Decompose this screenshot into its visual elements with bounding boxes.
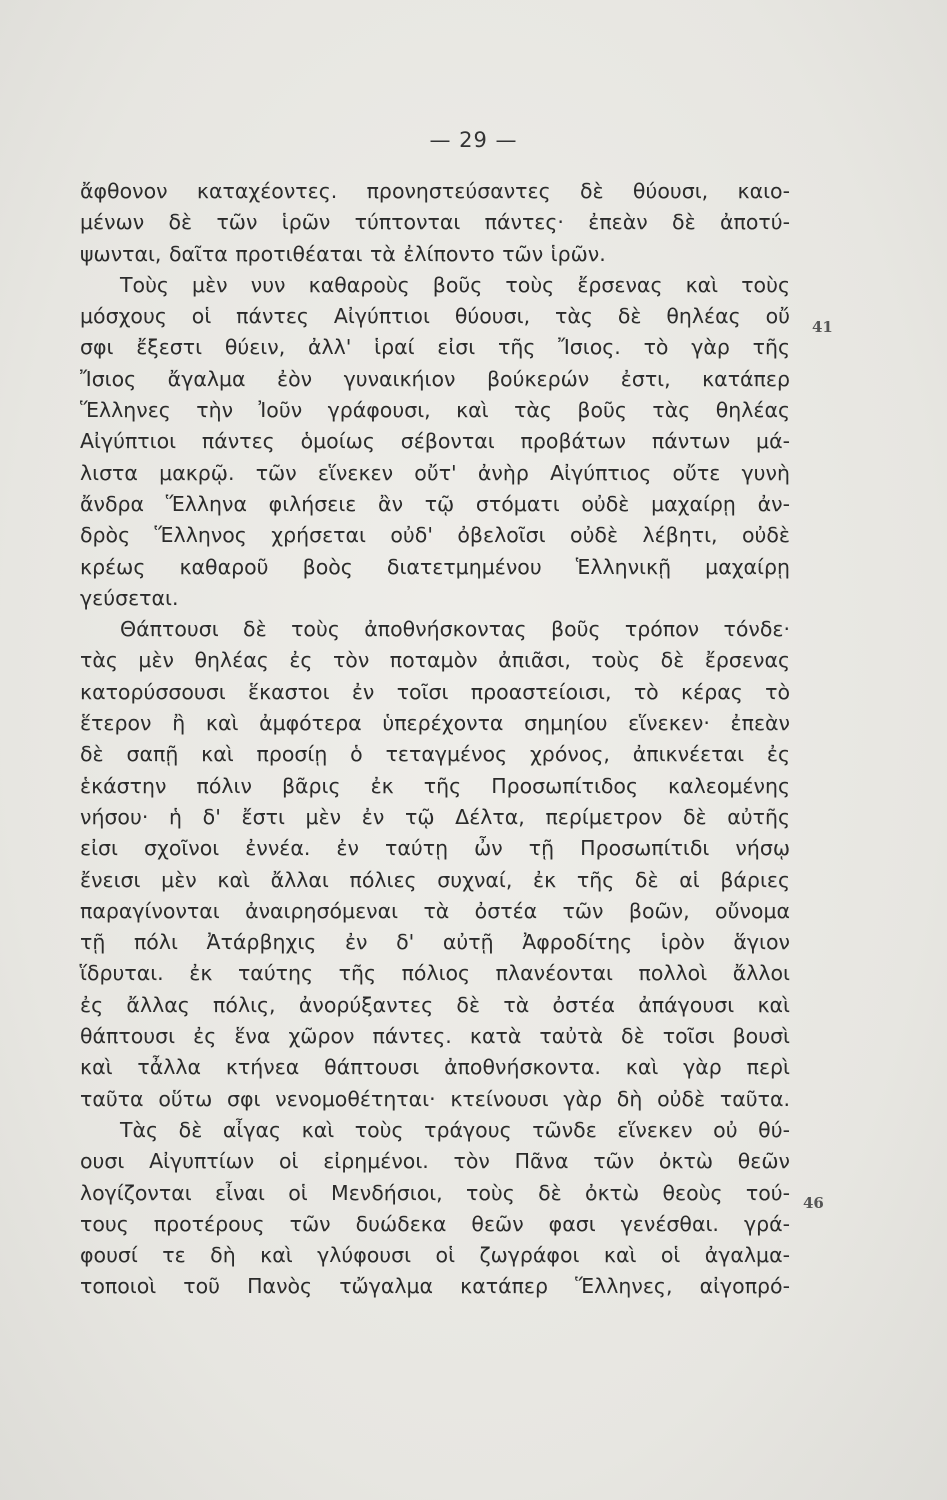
text-line: Αἰγύπτιοι πάντες ὁμοίως σέβονται προβάτων πάντων μά- xyxy=(80,429,790,454)
text-line: ἐς ἄλλας πόλις, ἀνορύξαντες δὲ τὰ ὀστέα ἀπάγουσι καὶ xyxy=(80,992,790,1017)
text-line: εἰσι σχοῖνοι ἐννέα. ἐν ταύτῃ ὦν τῇ Προσωπίτιδι νήσῳ xyxy=(80,836,790,861)
text-line: Ἴσιος ἄγαλμα ἐὸν γυναικήιον βούκερών ἐστι, κατάπερ xyxy=(80,366,790,391)
text-line: μένων δὲ τῶν ἱρῶν τύπτονται πάντες· ἐπεὰν δὲ ἀποτύ- xyxy=(80,210,790,235)
margin-note-46: 46 xyxy=(803,1194,824,1212)
text-line: δὲ σαπῇ καὶ προσίῃ ὁ τεταγμένος χρόνος, ἀπικνέεται ἐς xyxy=(80,742,790,767)
paragraph-start-line: Τοὺς μὲν νυν καθαροὺς βοῦς τοὺς ἔρσενας καὶ τοὺς xyxy=(120,272,790,297)
text-line: λογίζονται εἶναι οἱ Μενδήσιοι, τοὺς δὲ ὀκτὼ θεοὺς τού- xyxy=(80,1180,790,1205)
body-text xyxy=(80,176,790,1303)
text-line: λιστα μακρῷ. τῶν εἵνεκεν οὔτ' ἀνὴρ Αἰγύπτιος οὔτε γυνὴ xyxy=(80,460,790,485)
text-line: τὰς μὲν θηλέας ἐς τὸν ποταμὸν ἀπιᾶσι, τοὺς δὲ ἔρσενας xyxy=(80,648,790,673)
text-line: ἑκάστην πόλιν βᾶρις ἐκ τῆς Προσωπίτιδος καλεομένης xyxy=(80,773,790,798)
text-line: τῇ πόλι Ἀτάρβηχις ἐν δ' αὐτῇ Ἀφροδίτης ἱρὸν ἅγιον xyxy=(80,930,790,955)
text-line: μόσχους οἱ πάντες Αἰγύπτιοι θύουσι, τὰς δὲ θηλέας οὔ xyxy=(80,304,790,329)
text-line: κατορύσσουσι ἕκαστοι ἐν τοῖσι προαστείοισι, τὸ κέρας τὸ xyxy=(80,679,790,704)
paragraph-start-line: Θάπτουσι δὲ τοὺς ἀποθνήσκοντας βοῦς τρόπον τόνδε· xyxy=(120,617,790,642)
text-line: ταῦτα οὕτω σφι νενομοθέτηται· κτείνουσι γὰρ δὴ οὐδὲ ταῦτα. xyxy=(80,1086,790,1111)
text-line: σφι ἔξεστι θύειν, ἀλλ' ἱραί εἰσι τῆς Ἴσιος. τὸ γὰρ τῆς xyxy=(80,335,790,360)
text-line: φουσί τε δὴ καὶ γλύφουσι οἱ ζωγράφοι καὶ οἱ ἀγαλμα- xyxy=(80,1243,790,1268)
text-line: δρὸς Ἕλληνος χρήσεται οὐδ' ὀβελοῖσι οὐδὲ λέβητι, οὐδὲ xyxy=(80,523,790,548)
text-line: νήσου· ἡ δ' ἔστι μὲν ἐν τῷ Δέλτα, περίμετρον δὲ αὐτῆς xyxy=(80,804,790,829)
text-line: ψωνται, δαῖτα προτιθέαται τὰ ἐλίποντο τῶν ἱρῶν. xyxy=(80,241,606,266)
text-line: ἄφθονον καταχέοντες. προνηστεύσαντες δὲ θύουσι, καιο- xyxy=(80,179,790,203)
text-line: ἔνεισι μὲν καὶ ἄλλαι πόλιες συχναί, ἐκ τῆς δὲ αἱ βάριες xyxy=(80,867,790,892)
text-line: τοποιοὶ τοῦ Πανὸς τὤγαλμα κατάπερ Ἕλληνες, αἰγοπρό- xyxy=(80,1274,790,1299)
paragraph-start-line: Τὰς δὲ αἶγας καὶ τοὺς τράγους τῶνδε εἵνεκεν οὐ θύ- xyxy=(120,1117,790,1142)
text-line: Ἕλληνες τὴν Ἰοῦν γράφουσι, καὶ τὰς βοῦς τὰς θηλέας xyxy=(80,398,790,423)
text-line: θάπτουσι ἐς ἕνα χῶρον πάντες. κατὰ ταὐτὰ δὲ τοῖσι βουσὶ xyxy=(80,1024,790,1049)
text-line: ἕτερον ἢ καὶ ἀμφότερα ὑπερέχοντα σημηίου εἵνεκεν· ἐπεὰν xyxy=(80,711,790,736)
text-line: καὶ τἆλλα κτήνεα θάπτουσι ἀποθνήσκοντα. καὶ γὰρ περὶ xyxy=(80,1055,790,1080)
text-line: ἄνδρα Ἕλληνα φιλήσειε ἂν τῷ στόματι οὐδὲ μαχαίρῃ ἀν- xyxy=(80,491,790,516)
page-number: — 29 — xyxy=(429,128,518,152)
text-line: κρέως καθαροῦ βοὸς διατετμημένου Ἑλληνικῇ μαχαίρῃ xyxy=(80,554,790,579)
text-line: παραγίνονται ἀναιρησόμεναι τὰ ὀστέα τῶν βοῶν, οὔνομα xyxy=(80,898,790,923)
text-line: γεύσεται. xyxy=(80,585,179,610)
margin-note-41: 41 xyxy=(812,318,833,336)
text-line: τους προτέρους τῶν δυώδεκα θεῶν φασι γενέσθαι. γρά- xyxy=(80,1211,790,1236)
text-line: ουσι Αἰγυπτίων οἱ εἰρημένοι. τὸν Πᾶνα τῶν ὀκτὼ θεῶν xyxy=(80,1149,790,1174)
text-line: ἵδρυται. ἐκ ταύτης τῆς πόλιος πλανέονται πολλοὶ ἄλλοι xyxy=(80,961,790,986)
